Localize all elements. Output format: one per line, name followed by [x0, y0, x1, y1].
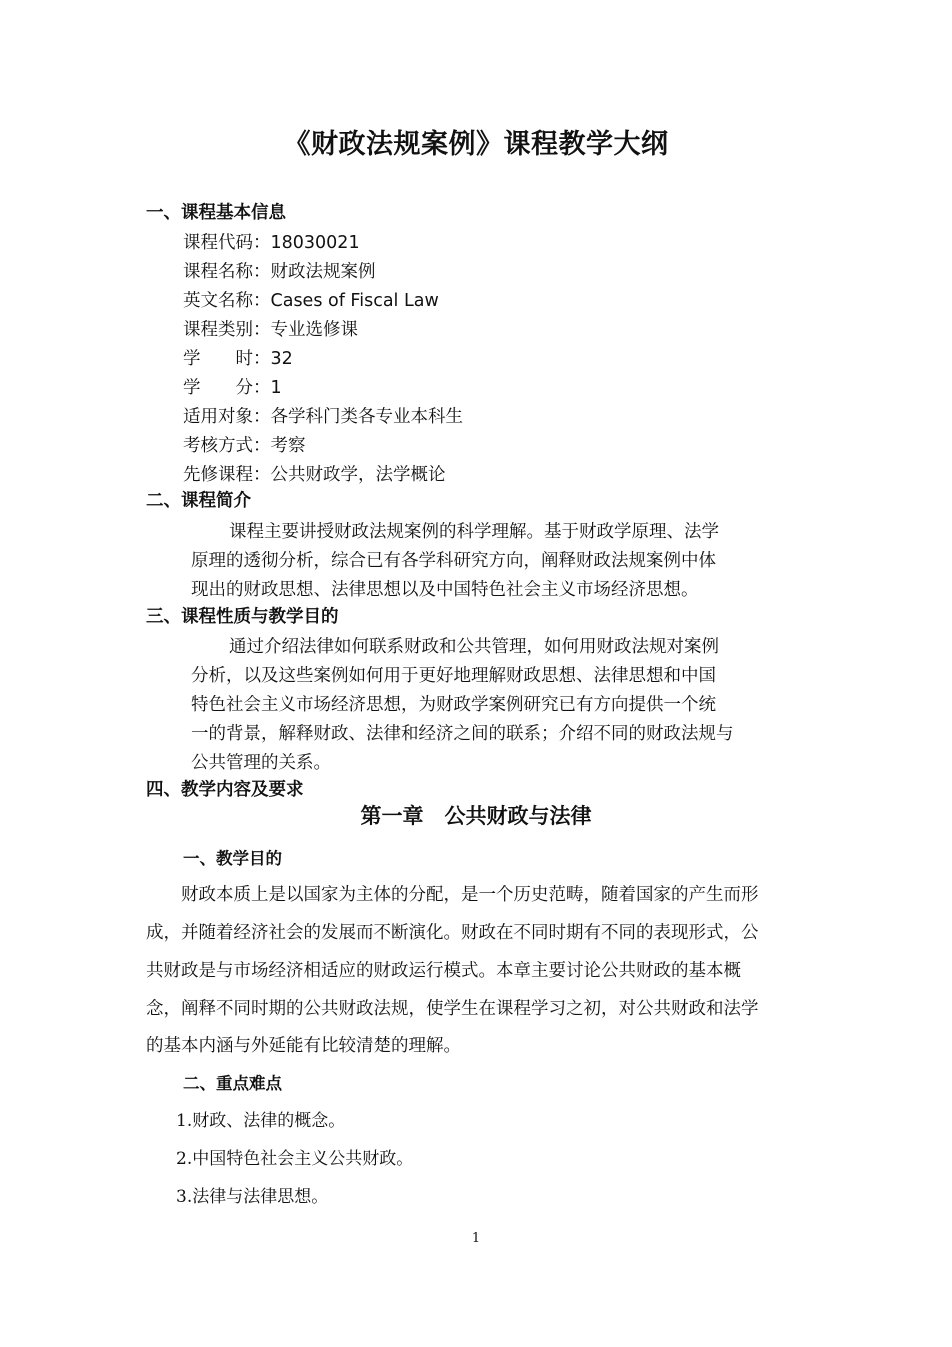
chapter-body-line: 共财政是与市场经济相适应的财政运行模式。本章主要讨论公共财政的基本概 — [146, 961, 741, 981]
nature-line: 通过介绍法律如何联系财政和公共管理，如何用财政法规对案例 — [229, 637, 719, 657]
info-hours: 学 时：32 — [183, 349, 293, 369]
intro-line: 课程主要讲授财政法规案例的科学理解。基于财政学原理、法学 — [229, 522, 719, 542]
intro-line: 现出的财政思想、法律思想以及中国特色社会主义市场经济思想。 — [191, 580, 699, 600]
info-english-name: 英文名称：Cases of Fiscal Law — [183, 291, 439, 311]
nature-line: 一的背景，解释财政、法律和经济之间的联系；介绍不同的财政法规与 — [191, 724, 734, 744]
info-credits: 学 分：1 — [183, 378, 282, 398]
section-heading-content: 四、教学内容及要求 — [146, 780, 304, 800]
info-course-code: 课程代码：18030021 — [183, 233, 360, 253]
nature-line: 分析，以及这些案例如何用于更好地理解财政思想、法律思想和中国 — [191, 666, 716, 686]
section-heading-nature: 三、课程性质与教学目的 — [146, 607, 339, 627]
page-number: 1 — [471, 1231, 481, 1246]
info-course-category: 课程类别：专业选修课 — [183, 320, 358, 340]
nature-line: 特色社会主义市场经济思想，为财政学案例研究已有方向提供一个统 — [191, 695, 716, 715]
section-heading-basic-info: 一、课程基本信息 — [146, 203, 286, 223]
chapter-body-line: 的基本内涵与外延能有比较清楚的理解。 — [146, 1036, 461, 1056]
section-heading-intro: 二、课程简介 — [146, 491, 251, 511]
intro-line: 原理的透彻分析，综合已有各学科研究方向，阐释财政法规案例中体 — [191, 551, 716, 571]
document-title: 《财政法规案例》课程教学大纲 — [283, 129, 669, 160]
subheading-teaching-goal: 一、教学目的 — [183, 849, 282, 868]
key-point-item: 3.法律与法律思想。 — [176, 1187, 329, 1207]
info-assessment: 考核方式：考察 — [183, 436, 306, 456]
key-point-item: 1.财政、法律的概念。 — [176, 1111, 346, 1131]
key-point-item: 2.中国特色社会主义公共财政。 — [176, 1149, 414, 1169]
info-course-name: 课程名称：财政法规案例 — [183, 262, 376, 282]
info-target-students: 适用对象：各学科门类各专业本科生 — [183, 407, 463, 427]
chapter-title: 第一章 公共财政与法律 — [360, 804, 592, 828]
chapter-body-line: 财政本质上是以国家为主体的分配，是一个历史范畴，随着国家的产生而形 — [181, 885, 759, 905]
info-prerequisites: 先修课程：公共财政学，法学概论 — [183, 465, 446, 485]
subheading-key-points: 二、重点难点 — [183, 1074, 282, 1093]
nature-line: 公共管理的关系。 — [191, 753, 331, 773]
chapter-body-line: 成，并随着经济社会的发展而不断演化。财政在不同时期有不同的表现形式，公 — [146, 923, 759, 943]
chapter-body-line: 念，阐释不同时期的公共财政法规，使学生在课程学习之初，对公共财政和法学 — [146, 999, 759, 1019]
